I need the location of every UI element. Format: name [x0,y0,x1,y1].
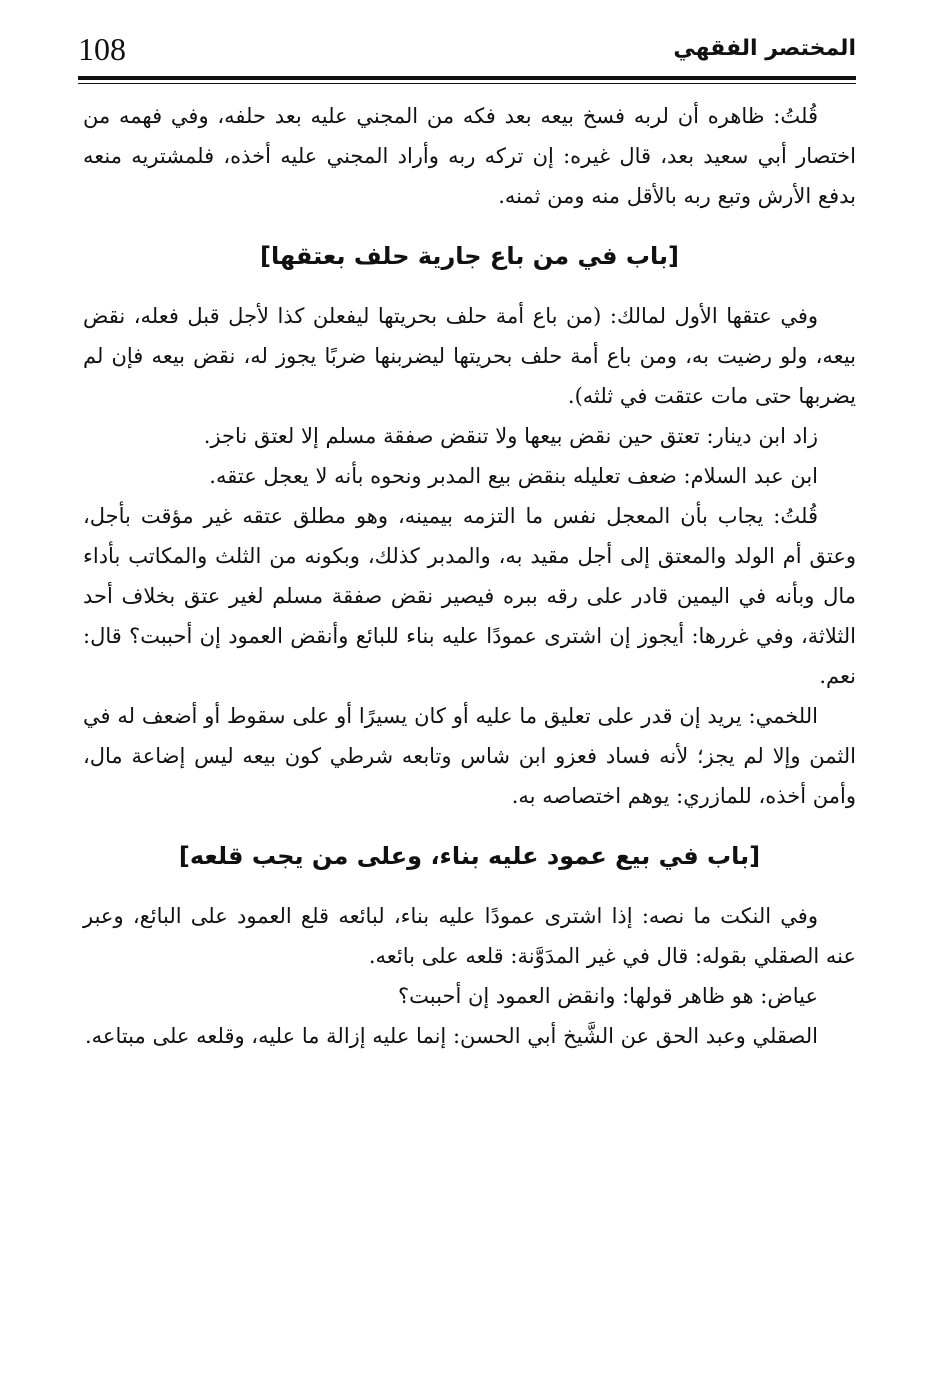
paragraph-9: الصقلي وعبد الحق عن الشَّيخ أبي الحسن: إنما عليه إزالة ما عليه، وقلعه على مبتاعه. [84,1024,818,1048]
header-rule-thin [78,83,856,84]
book-title: المختصر الفقهي [673,36,856,61]
page-header [78,26,856,76]
page-number: 108 [78,31,126,67]
page-body [83,96,856,1056]
paragraph-1: قُلتُ: ظاهره أن لربه فسخ بيعه بعد فكه من المجني عليه بعد حلفه، وفي فهمه من اختصار أبي سعيد بعد، قال غيره: إن تركه ربه وأراد المجني عليه أخذه، فلمشتريه منعه بدفع الأرش وتبع ربه بالأقل منه ومن ثمنه. [83,104,856,208]
paragraph-6: اللخمي: يريد إن قدر على تعليق ما عليه أو كان يسيرًا أو على سقوط أو أضعف له في الثمن وإلا لم يجز؛ لأنه فساد فعزو ابن شاس وتابعه شرطي كون بيعه ليس إضاعة مال، وأمن أخذه، للمازري: يوهم اختصاصه به. [83,704,856,808]
section-title-2: [باب في بيع عمود عليه بناء، وعلى من يجب قلعه] [178,842,761,870]
paragraph-7: وفي النكت ما نصه: إذا اشترى عمودًا عليه بناء، لبائعه قلع العمود على البائع، وعبر عنه الصقلي بقوله: قال في غير المدَوَّنة: قلعه على بائعه. [83,904,856,968]
paragraph-5: قُلتُ: يجاب بأن المعجل نفس ما التزمه بيمينه، وهو مطلق عتقه غير مؤقت بأجل، وعتق أم الولد والمعتق إلى أجل مقيد به، والمدبر كذلك، وبكونه من الثلث والمكاتب بأداء مال وبأنه في اليمين قادر على رقه ببره فيصير نقض صفقة مسلم لغير عتق بخلاف أحد الثلاثة، وفي غررها: أيجوز إن اشترى عمودًا عليه بناء للبائع وأنقض العمود إن أحببت؟ قال: نعم. [83,504,857,688]
paragraph-4: ابن عبد السلام: ضعف تعليله بنقض بيع المدبر ونحوه بأنه لا يعجل عتقه. [209,464,818,488]
paragraph-8: عياض: هو ظاهر قولها: وانقض العمود إن أحببت؟ [398,984,818,1008]
section-title-1: [باب في من باع جارية حلف بعتقها] [260,242,679,270]
header-rule-thick [78,76,856,80]
paragraph-2: وفي عتقها الأول لمالك: (من باع أمة حلف بحريتها ليفعلن كذا لأجل قبل فعله، نقض بيعه، ولو رضيت به، ومن باع أمة حلف بحريتها ليضربنها ضربًا يجوز له، نقض بيعه فإن لم يضربها حتى مات عتقت في ثلثه). [83,304,856,408]
paragraph-3: زاد ابن دينار: تعتق حين نقض بيعها ولا تنقض صفقة مسلم إلا لعتق ناجز. [203,424,818,448]
